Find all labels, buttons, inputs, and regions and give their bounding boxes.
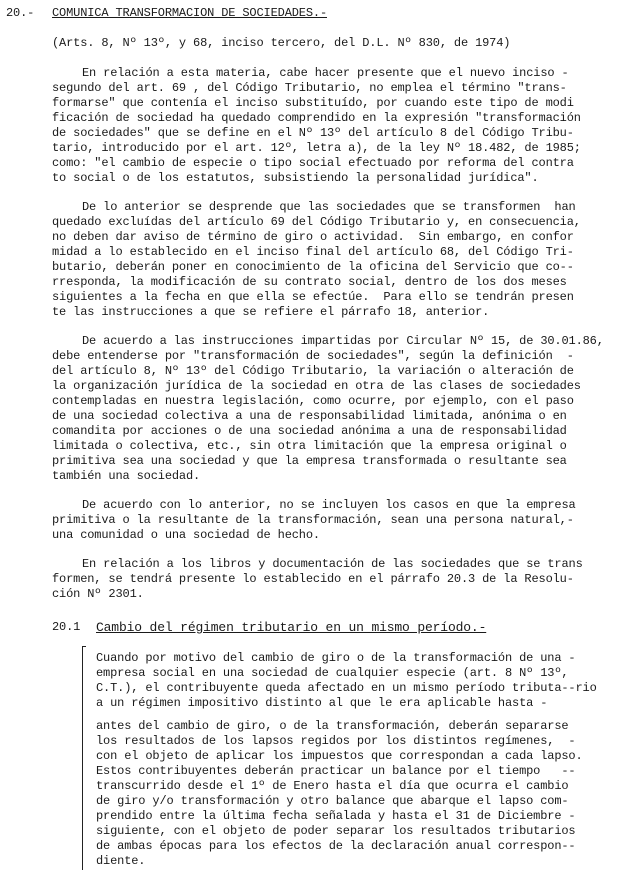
text-line: te las instrucciones a que se refiere el párrafo 18, anterior.	[52, 305, 490, 319]
text-line: la organización jurídica de la sociedad en otra de las clases de sociedades	[52, 379, 581, 393]
text-line: de una sociedad colectiva a una de responsabilidad limitada, anónima o en	[52, 409, 567, 423]
text-line: Estos contribuyentes deberán practicar un balance por el tiempo --	[96, 764, 576, 778]
text-line: a un régimen impositivo distinto al que le era aplicable hasta -	[96, 696, 548, 710]
text-line: to social o de los estatutos, subsistiendo la personalidad jurídica".	[52, 171, 539, 185]
text-line: limitada o colectiva, etc., sin otra limitación que la empresa original o	[52, 439, 567, 453]
subsection-number: 20.1	[52, 620, 81, 634]
text-line: De lo anterior se desprende que las sociedades que se transformen han	[82, 200, 576, 214]
text-line: rresponda, la modificación de su contrato social, dentro de los dos meses	[52, 275, 567, 289]
text-line: segundo del art. 69 , del Código Tributario, no emplea el término "trans-	[52, 81, 567, 95]
text-line: En relación a esta materia, cabe hacer presente que el nuevo inciso -	[82, 66, 569, 80]
text-line: En relación a los libros y documentación de las sociedades que se trans	[82, 557, 583, 571]
text-line: formen, se tendrá presente lo establecido en el párrafo 20.3 de la Resolu-	[52, 572, 574, 586]
text-line: los resultados de los lapsos regidos por los distintos regímenes, -	[96, 734, 576, 748]
text-line: no deben dar aviso de término de giro o actividad. Sin embargo, en confor	[52, 230, 574, 244]
text-line: tario, introducido por el art. 12º, letra a), de la ley Nº 18.482, de 1985;	[52, 141, 581, 155]
text-line: debe entenderse por "transformación de sociedades", según la definición -	[52, 349, 574, 363]
text-line: contempladas en nuestra legislación, como ocurre, por ejemplo, con el paso	[52, 394, 574, 408]
text-line: formarse" que contenía el inciso substituído, por cuando este tipo de modi	[52, 96, 574, 110]
legal-reference: (Arts. 8, Nº 13º, y 68, inciso tercero, del D.L. Nº 830, de 1974)	[52, 36, 511, 50]
text-line: ción Nº 2301.	[52, 587, 144, 601]
text-line: butario, deberán poner en conocimiento de la oficina del Servicio que co--	[52, 260, 574, 274]
section-number: 20.-	[6, 6, 35, 20]
text-line: ficación de sociedad ha quedado comprendido en la expresión "transformación	[52, 111, 581, 125]
text-line: Cuando por motivo del cambio de giro o de la transformación de una -	[96, 651, 576, 665]
text-line: siguientes a la fecha en que ella se efectúe. Para ello se tendrán presen	[52, 290, 574, 304]
text-line: como: "el cambio de especie o tipo social efectuado por reforma del contra	[52, 156, 574, 170]
text-line: De acuerdo con lo anterior, no se incluyen los casos en que la empresa	[82, 498, 576, 512]
subsection-title: Cambio del régimen tributario en un mismo período.-	[96, 620, 487, 635]
text-line: transcurrido desde el 1º de Enero hasta el día que ocurra el cambio	[96, 779, 569, 793]
text-line: prendido entre la última fecha señalada y hasta el 31 de Diciembre -	[96, 809, 576, 823]
text-line: de giro y/o transformación y otro balance que abarque el lapso com-	[96, 794, 569, 808]
section-title: COMUNICA TRANSFORMACION DE SOCIEDADES.-	[52, 6, 327, 20]
text-line: antes del cambio de giro, o de la transformación, deberán separarse	[96, 719, 569, 733]
text-line: quedado excluídas del artículo 69 del Código Tributario y, en consecuencia,	[52, 215, 581, 229]
text-line: primitiva o la resultante de la transformación, sean una persona natural,-	[52, 513, 574, 527]
text-line: De acuerdo a las instrucciones impartidas por Circular Nº 15, de 30.01.86,	[82, 334, 604, 348]
text-line: con el objeto de aplicar los impuestos que correspondan a cada lapso.	[96, 749, 583, 763]
margin-rule	[82, 646, 83, 870]
text-line: del artículo 8, Nº 13º del Código Tributario, la variación o alteración de	[52, 364, 574, 378]
margin-rule-tick	[82, 646, 86, 647]
text-line: empresa social en una sociedad de cualquier especie (art. 8 Nº 13º,	[96, 666, 569, 680]
text-line: C.T.), el contribuyente queda afectado en un mismo período tributa--rio	[96, 681, 597, 695]
text-line: primitiva sea una sociedad y que la empresa transformada o resultante sea	[52, 454, 567, 468]
text-line: midad a lo establecido en el inciso final del artículo 68, del Código Tri-	[52, 245, 574, 259]
text-line: diente.	[96, 854, 146, 868]
text-line: siguiente, con el objeto de poder separar los resultados tributarios	[96, 824, 576, 838]
text-line: una comunidad o una sociedad de hecho.	[52, 528, 320, 542]
text-line: también una sociedad.	[52, 469, 201, 483]
text-line: comandita por acciones o de una sociedad anónima a una de responsabilidad	[52, 424, 567, 438]
text-line: de ambas épocas para los efectos de la declaración anual correspon--	[96, 839, 576, 853]
text-line: de sociedades" que se define en el Nº 13º del artículo 8 del Código Tribu-	[52, 126, 574, 140]
